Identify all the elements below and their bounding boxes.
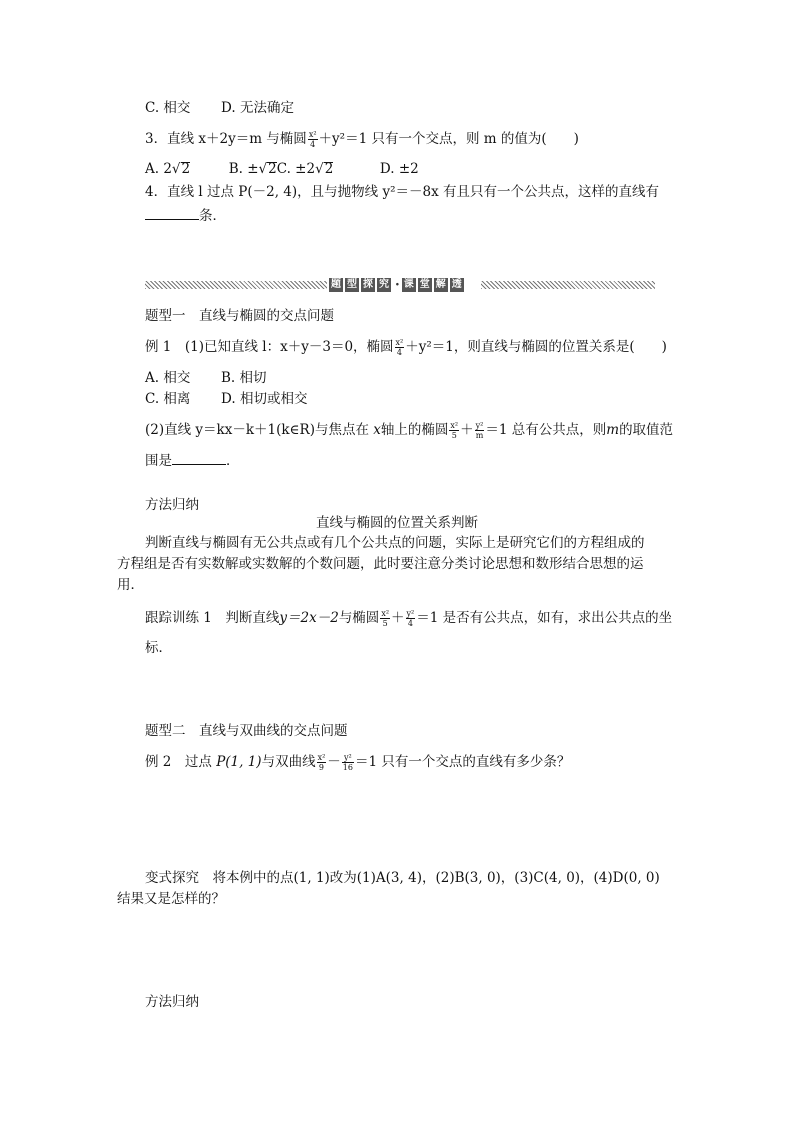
example-1-part-2-line2 xyxy=(145,452,240,470)
ex2-fraction-2 xyxy=(342,753,354,772)
question-4: 4．直线 l 过点 P(－2, 4)，且与抛物线 y²＝－8x 有且只有一个公共点，这样的直线有 xyxy=(145,184,659,200)
ex1-2-line2: 围是 xyxy=(145,453,172,469)
ex1-frac-den: 4 xyxy=(396,348,402,357)
follow-up-1 xyxy=(145,609,672,628)
frac-num: x² xyxy=(381,609,390,618)
ex1-2-m: m xyxy=(606,422,620,438)
ex1-2-period: ． xyxy=(226,453,240,469)
ex1-2-axis: x xyxy=(373,422,381,438)
example-2 xyxy=(145,753,570,772)
follow-plus: ＋ xyxy=(391,610,405,626)
q3-opt-a-text: A. 2 xyxy=(145,161,172,177)
q2-options-cd xyxy=(145,99,294,117)
ex1-text-pre: 例 1 (1)已知直线 l：x＋y－3＝0，椭圆 xyxy=(145,339,394,355)
frac-den: 16 xyxy=(342,763,353,772)
ex1-option-a: A. 相交 xyxy=(145,370,191,386)
follow-mid: 与椭圆 xyxy=(338,610,380,626)
q3-text-post: ＋y²＝1 只有一个交点，则 m 的值为( ) xyxy=(318,131,579,147)
method-label-2: 方法归纳 xyxy=(145,994,199,1010)
banner-char: 型 xyxy=(347,279,357,290)
frac-den: 9 xyxy=(318,763,324,772)
banner-char: 题 xyxy=(331,279,341,290)
method-text-1: 判断直线与椭圆有无公共点或有几个公共点的问题，实际上是研究它们的方程组成的方程组是否有实数解或实数解的个数问题，此时要注意分类讨论思想和数形结合思想的运用． xyxy=(117,535,645,593)
follow-eq: y＝2x－2 xyxy=(279,610,339,626)
frac-den: 5 xyxy=(451,431,457,440)
banner-char: 探 xyxy=(363,279,373,290)
ex1-option-c: C. 相离 xyxy=(145,391,191,407)
q3-frac-num: x² xyxy=(308,130,317,139)
banner-char: 堂 xyxy=(419,279,430,290)
q3-opt-a-rad: 2 xyxy=(181,161,191,177)
q3-opt-c-text: C. ±2 xyxy=(276,161,316,177)
ex2-pre: 例 2 过点 xyxy=(145,754,212,770)
q3-option-d: D. ±2 xyxy=(379,161,419,177)
q3-options xyxy=(145,160,419,178)
ex1-options-ab xyxy=(145,369,266,387)
variant-exploration-line2: 结果又是怎样的？ xyxy=(117,891,225,907)
q2-option-c: C. 相交 xyxy=(145,100,191,116)
ex2-point: P(1, 1) xyxy=(216,754,262,770)
banner-char: 解 xyxy=(435,279,446,290)
frac-den: 5 xyxy=(382,619,388,628)
q3-opt-b-text: B. ± xyxy=(228,161,259,177)
sqrt-icon: √ xyxy=(171,161,181,177)
type1-title: 题型一 直线与椭圆的交点问题 xyxy=(145,308,334,324)
q3-opt-c-rad: 2 xyxy=(324,161,334,177)
follow-post: ＝1 是否有公共点，如有，求出公共点的坐 xyxy=(416,610,673,626)
question-4-line2 xyxy=(145,207,226,225)
ex2-post: ＝1 只有一个交点的直线有多少条？ xyxy=(354,754,571,770)
frac-num: y² xyxy=(342,753,354,763)
ex1-2-end: 的取值范 xyxy=(619,422,674,438)
variant-exploration: 变式探究 将本例中的点(1, 1)改为(1)A(3, 4)，(2)B(3, 0)，(3)C(4, 0)，(4)D(0, 0) xyxy=(145,870,660,886)
frac-den: m xyxy=(475,431,484,440)
example-1-part-2 xyxy=(145,421,673,440)
ex1-text-post: ＋y²＝1，则直线与椭圆的位置关系是( ) xyxy=(405,339,667,355)
ex1-2-post: ＝1 总有公共点，则 xyxy=(485,422,607,438)
follow-up-1-line2: 标． xyxy=(145,640,172,656)
ex1-fraction xyxy=(395,338,405,357)
banner-char: 究 xyxy=(379,279,389,290)
q3-fraction xyxy=(308,130,318,149)
q3-option-a xyxy=(145,161,190,177)
follow-fraction-2 xyxy=(406,609,416,628)
q3-option-c xyxy=(277,161,334,177)
banner-separator: · xyxy=(395,277,400,293)
banner-tag xyxy=(329,277,466,293)
ex2-mid: 与双曲线 xyxy=(261,754,316,770)
frac-num: y² xyxy=(406,609,415,618)
ex1-2-fraction-2 xyxy=(475,421,485,440)
ex1-2-fraction-1 xyxy=(449,421,459,440)
ex1-option-b: B. 相切 xyxy=(220,370,267,386)
section-banner xyxy=(145,277,655,293)
ex1-frac-num: x² xyxy=(395,338,404,347)
q2-option-d: D. 无法确定 xyxy=(221,100,294,116)
question-3 xyxy=(145,130,579,149)
ex1-2-pre: (2)直线 y＝kx－k＋1(k∈R)与焦点在 xyxy=(145,422,369,438)
banner-char: 透 xyxy=(451,279,462,290)
ex2-fraction-1 xyxy=(317,753,327,772)
sqrt-icon: √ xyxy=(315,161,324,177)
banner-hatch-left xyxy=(145,281,327,289)
q3-frac-den: 4 xyxy=(310,140,316,149)
ex1-option-d: D. 相切或相交 xyxy=(221,391,308,407)
frac-num: y² xyxy=(475,421,484,430)
frac-num: x² xyxy=(317,753,326,762)
frac-den: 4 xyxy=(407,619,413,628)
frac-num: x² xyxy=(450,421,459,430)
q3-option-b xyxy=(229,161,277,177)
ex2-minus: － xyxy=(327,754,341,770)
sqrt-icon: √ xyxy=(258,161,268,177)
answer-blank[interactable] xyxy=(172,452,226,465)
banner-hatch-right xyxy=(481,281,655,289)
q3-opt-b-rad: 2 xyxy=(268,161,277,177)
q3-text-pre: 3．直线 x＋2y＝m 与椭圆 xyxy=(145,131,307,147)
ex1-2-plus: ＋ xyxy=(460,422,474,438)
answer-blank[interactable] xyxy=(145,207,199,220)
banner-char: 课 xyxy=(403,279,414,290)
ex1-2-mid: 轴上的椭圆 xyxy=(380,422,449,438)
example-1-part-1 xyxy=(145,338,667,357)
follow-fraction-1 xyxy=(380,609,390,628)
follow-pre: 跟踪训练 1 判断直线 xyxy=(145,610,280,626)
method-label-1: 方法归纳 xyxy=(145,497,199,513)
method-title-1: 直线与椭圆的位置关系判断 xyxy=(316,515,478,531)
ex1-options-cd xyxy=(145,390,307,408)
q4-post: 条． xyxy=(199,208,226,224)
type2-title: 题型二 直线与双曲线的交点问题 xyxy=(145,723,348,739)
